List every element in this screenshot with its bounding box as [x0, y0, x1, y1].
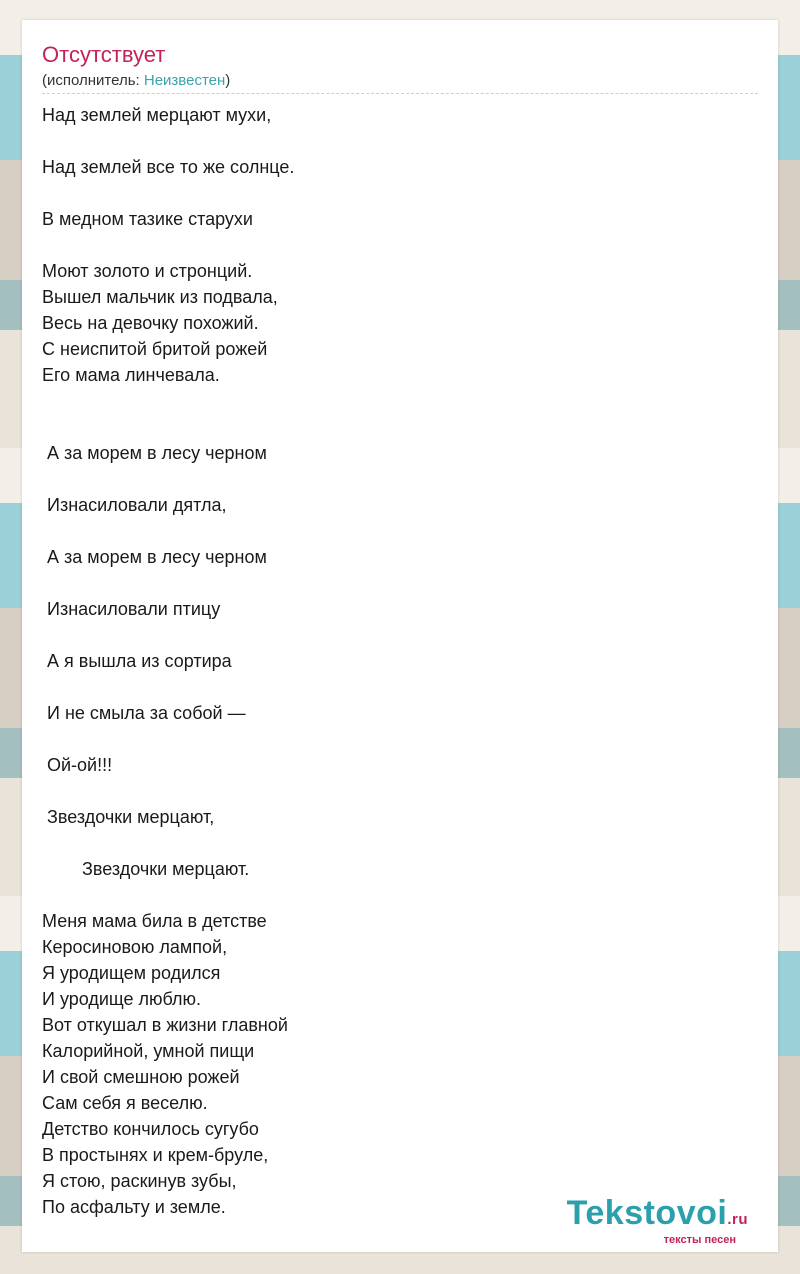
lyrics-text — [42, 102, 758, 1220]
lyric-line — [42, 180, 758, 206]
lyric-line: Я стою, раскинув зубы, — [42, 1171, 237, 1191]
lyric-line — [42, 674, 758, 700]
lyric-line: Вышел мальчик из подвала, — [42, 287, 278, 307]
lyric-line — [42, 570, 758, 596]
lyric-line — [42, 466, 758, 492]
lyric-line: И свой смешною рожей — [42, 1067, 240, 1087]
song-title: Отсутствует — [42, 42, 166, 67]
lyric-line — [42, 518, 758, 544]
lyric-line: В простынях и крем-бруле, — [42, 1145, 269, 1165]
performer-suffix: ) — [225, 72, 231, 89]
lyric-line: Над землей мерцают мухи, — [42, 105, 272, 125]
lyric-line — [42, 622, 758, 648]
lyric-line: В медном тазике старухи — [42, 209, 253, 229]
lyric-line — [42, 830, 758, 856]
lyric-line: Керосиновою лампой, — [42, 937, 228, 957]
logo-tagline: тексты песен — [663, 1234, 736, 1246]
lyric-line: И не смыла за собой — — [42, 703, 246, 723]
header-divider — [42, 93, 758, 94]
lyric-line: По асфальту и земле. — [42, 1197, 226, 1217]
lyric-line: Ой-ой!!! — [42, 755, 113, 775]
lyric-line: Изнасиловали птицу — [42, 599, 221, 619]
lyric-line: Звездочки мерцают, — [42, 807, 215, 827]
lyric-line: Я уродищем родился — [42, 963, 221, 983]
lyric-line: Изнасиловали дятла, — [42, 495, 227, 515]
lyric-line: Весь на девочку похожий. — [42, 313, 259, 333]
lyric-line — [42, 388, 758, 414]
performer-prefix: (исполнитель: — [42, 72, 144, 89]
lyric-line: Вот откушал в жизни главной — [42, 1015, 288, 1035]
lyric-line: Над землей все то же солнце. — [42, 157, 295, 177]
lyric-line: Калорийной, умной пищи — [42, 1041, 255, 1061]
lyric-line: Сам себя я веселю. — [42, 1093, 208, 1113]
lyric-line: Меня мама била в детстве — [42, 911, 267, 931]
lyric-line: Звездочки мерцают. — [42, 859, 250, 879]
lyric-line: Его мама линчевала. — [42, 365, 220, 385]
lyric-line — [42, 726, 758, 752]
lyric-line: И уродище люблю. — [42, 989, 202, 1009]
lyrics-card — [22, 20, 778, 1252]
lyric-line: С неиспитой бритой рожей — [42, 339, 268, 359]
performer-link[interactable]: Неизвестен — [143, 72, 226, 89]
lyric-line — [42, 778, 758, 804]
lyric-line: А я вышла из сортира — [42, 651, 232, 671]
lyric-line: А за морем в лесу черном — [42, 443, 267, 463]
lyric-line: Моют золото и стронций. — [42, 261, 253, 281]
lyric-line — [42, 882, 758, 908]
lyric-line: А за морем в лесу черном — [42, 547, 267, 567]
lyric-line — [42, 128, 758, 154]
lyric-line — [42, 232, 758, 258]
site-logo[interactable] — [567, 1196, 748, 1246]
performer-line — [42, 72, 230, 89]
logo-tld: .ru — [727, 1211, 748, 1228]
lyric-line: Детство кончилось сугубо — [42, 1119, 259, 1139]
logo-name: Tekstovoi — [566, 1194, 728, 1232]
lyric-line — [42, 414, 758, 440]
